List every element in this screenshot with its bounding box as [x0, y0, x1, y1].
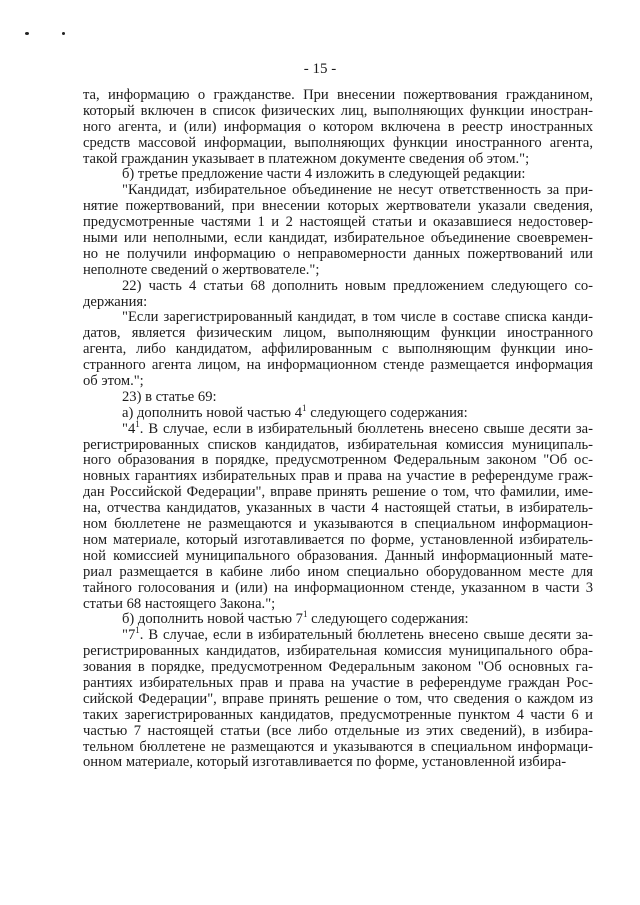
text-line: регистрированных кандидатов, избирательная комиссия муниципального обра-: [83, 643, 593, 660]
text-line: [83, 609, 593, 628]
scan-mark-dot: [62, 32, 65, 35]
text-line: 23) в статье 69:: [122, 388, 217, 405]
text-line: странного агента лицом, на информационном стенде размещается информация: [83, 357, 593, 374]
text-line: ной комиссией муниципального образования. Данный информационный мате-: [83, 547, 593, 564]
superscript: 1: [135, 418, 140, 429]
text-line: на, отчества кандидатов, указанных в части 4 настоящей статьи, в избиратель-: [83, 500, 593, 517]
text-line: регистрированных списков кандидатов, избирательная комиссия муниципаль-: [83, 436, 593, 453]
superscript: 1: [135, 625, 140, 636]
text-line: рантиях избирательных прав и права на участие в референдуме граждан Рос-: [83, 674, 593, 691]
text-line: дан Российской Федерации", вправе принять решение о том, что фамилии, име-: [83, 484, 593, 501]
text-line: тайного голосования и (или) на информационном стенде, указанном в части 3: [83, 579, 593, 596]
text-line: частью 7 настоящей статьи (все либо отдельные из этих сведений), в избира-: [83, 722, 593, 739]
text-line: датов, является физическим лицом, выполняющим функции иностранного: [83, 325, 593, 342]
text-line: средств массовой информации, выполняющих функции иностранного агента,: [83, 134, 593, 151]
text-segment: следующего содержания:: [307, 611, 469, 628]
page-number: - 15 -: [303, 61, 337, 77]
text-segment: а) дополнить новой частью 4: [122, 404, 303, 421]
text-segment: "7: [122, 627, 136, 644]
text-line: [83, 418, 593, 438]
text-line: ными или неполными, если кандидат, избирательное объединение своевремен-: [83, 230, 593, 247]
text-line: риал размещается в кабине либо ином специально оборудованном месте для: [83, 563, 593, 580]
text-line: [83, 625, 593, 644]
text-line: статьи 68 настоящего Закона.";: [83, 595, 276, 612]
text-line: ного образования в порядке, предусмотренном Федеральным законом "Об ос-: [83, 452, 593, 469]
scan-mark-dot: [25, 32, 29, 35]
text-line: который включен в список физических лиц, выполняющих функции иностран-: [83, 102, 593, 119]
text-line: зования в порядке, предусмотренном Федеральным законом "Об основных га-: [83, 659, 593, 676]
text-line: неполноте сведений о жертвователе.";: [83, 261, 320, 278]
text-line: "Если зарегистрированный кандидат, в том числе в составе списка канди-: [122, 309, 593, 326]
text-segment: следующего содержания:: [306, 404, 468, 421]
text-line: тельном бюллетене не размещаются и указываются в специальном информаци-: [83, 738, 593, 755]
text-line: б) третье предложение части 4 изложить в следующей редакции:: [122, 166, 526, 183]
text-line: держания:: [83, 293, 148, 310]
text-line: та, информацию о гражданстве. При внесении пожертвования гражданином,: [83, 87, 593, 103]
text-segment: . В случае, если в избирательный бюллетень внесено свыше десяти за-: [139, 420, 593, 437]
text-line: "Кандидат, избирательное объединение не несут ответственность за при-: [122, 182, 593, 199]
text-line: таких зарегистрированных кандидатов, предусмотренные пунктом 4 части 6 и: [83, 706, 593, 723]
text-line: но не получили информацию о неправомерности данных пожертвований или: [83, 245, 593, 262]
text-line: ном бюллетене не размещаются и указываются в специальном информацион-: [83, 516, 593, 533]
text-line: онном материале, который изготавливается по форме, установленной избира-: [83, 754, 567, 771]
text-segment: "4: [122, 420, 136, 437]
text-line: новных гарантиях избирательных прав и права на участие в референдуме граж-: [83, 468, 593, 485]
text-line: сийской Федерации", вправе принять решение о том, что сведения о каждом из: [83, 690, 593, 707]
text-line: [83, 402, 593, 422]
superscript: 1: [302, 402, 307, 413]
text-line: нятие пожертвований, при внесении которых жертвователи указали сведения,: [83, 198, 593, 215]
text-line: ного агента, и (или) информация о котором включена в реестр иностранных: [83, 118, 593, 135]
superscript: 1: [302, 609, 308, 620]
text-line: предусмотренные частями 1 и 2 настоящей статьи и оказавшиеся недостовер-: [83, 214, 593, 231]
text-segment: б) дополнить новой частью 7: [122, 611, 303, 628]
text-line: такой гражданин указывает в платежном документе сведения об этом.";: [83, 150, 530, 167]
document-body: [83, 88, 593, 771]
text-segment: . В случае, если в избирательный бюллетень внесено свыше десяти за-: [139, 627, 593, 644]
text-line: об этом.";: [83, 373, 144, 390]
text-line: ном материале, который изготавливается по форме, установленной избиратель-: [83, 531, 593, 548]
text-line: 22) часть 4 статьи 68 дополнить новым предложением следующего со-: [122, 277, 593, 294]
text-line: агента, либо кандидатом, аффилированным с выполняющим функции ино-: [83, 341, 593, 358]
